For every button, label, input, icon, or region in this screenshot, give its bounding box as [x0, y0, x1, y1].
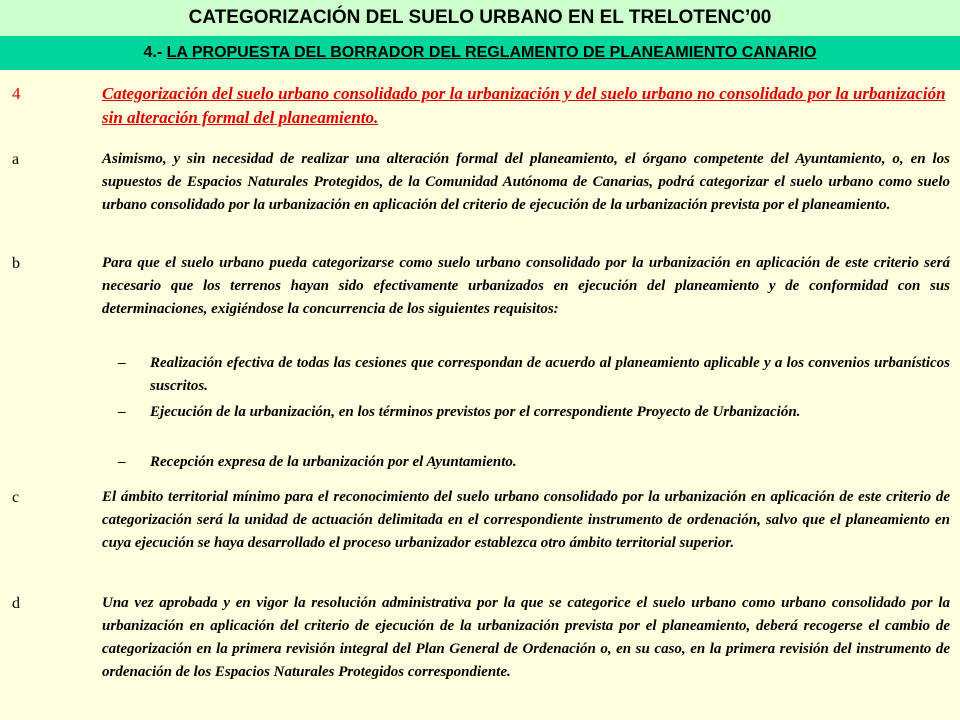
item-marker: d — [12, 595, 20, 612]
list-item-text: Realización efectiva de todas las cesiones que correspondan de acuerdo al planeamiento aplicable y a los convenios urbanísticos suscritos. — [150, 355, 950, 394]
list-item — [118, 352, 950, 398]
dash-bullet: – — [118, 404, 126, 420]
heading-marker: 4 — [12, 84, 21, 103]
page-title-text: CATEGORIZACIÓN DEL SUELO URBANO EN EL TRELOTENC’00 — [188, 7, 772, 28]
page-title — [0, 0, 960, 36]
item-text: Una vez aprobada y en vigor la resolución administrativa por la que se categorice el suelo urbano como urbano consolidado por la urbanización en aplicación del criterio de ejecución de la urbanización prevista por el planeamiento, deberá recogerse el cambio de categorización en la primera revisión integral del Plan General de Ordenación o, en su caso, en la primera revisión del instrumento de ordenación de los Espacios Naturales Protegidos correspondiente. — [102, 595, 950, 680]
list-item — [118, 401, 950, 424]
item-marker: a — [12, 151, 20, 168]
dash-bullet: – — [118, 355, 126, 371]
section-subtitle — [0, 36, 960, 70]
heading-text: Categorización del suelo urbano consolidado por la urbanización y del suelo urbano no consolidado por la urbanización sin alteración formal del planeamiento. — [102, 84, 946, 127]
subtitle-prefix: 4.- — [143, 44, 163, 61]
item-marker: b — [12, 255, 20, 272]
list-item-text: Recepción expresa de la urbanización por el Ayuntamiento. — [150, 454, 517, 470]
item-text: Para que el suelo urbano pueda categorizarse como suelo urbano consolidado por la urbanización en aplicación de este criterio será necesario que los terrenos hayan sido efectivamente urbanizados en ejecución del planeamiento y de conformidad con sus determinaciones, exigiéndose la concurrencia de los siguientes requisitos: — [102, 255, 950, 317]
item-text: Asimismo, y sin necesidad de realizar una alteración formal del planeamiento, el órgano competente del Ayuntamiento, o, en los supuestos de Espacios Naturales Protegidos, de la Comunidad Autónoma de Canarias, podrá categorizar el suelo urbano como suelo urbano consolidado por la urbanización en aplicación del criterio de ejecución de la urbanización prevista por el planeamiento. — [102, 151, 950, 213]
item-marker: c — [12, 489, 20, 506]
list-item — [118, 451, 950, 474]
dash-bullet: – — [118, 454, 126, 470]
subtitle-text: LA PROPUESTA DEL BORRADOR DEL REGLAMENTO DE PLANEAMIENTO CANARIO — [166, 44, 817, 61]
item-text: El ámbito territorial mínimo para el reconocimiento del suelo urbano consolidado por la urbanización en aplicación de este criterio de categorización será la unidad de actuación delimitada en el correspondiente instrumento de ordenación, salvo que el planeamiento en cuya ejecución se haya desarrollado el proceso urbanizador establezca otro ámbito territorial superior. — [102, 489, 950, 551]
list-item-text: Ejecución de la urbanización, en los términos previstos por el correspondiente Proyecto de Urbanización. — [150, 404, 801, 420]
